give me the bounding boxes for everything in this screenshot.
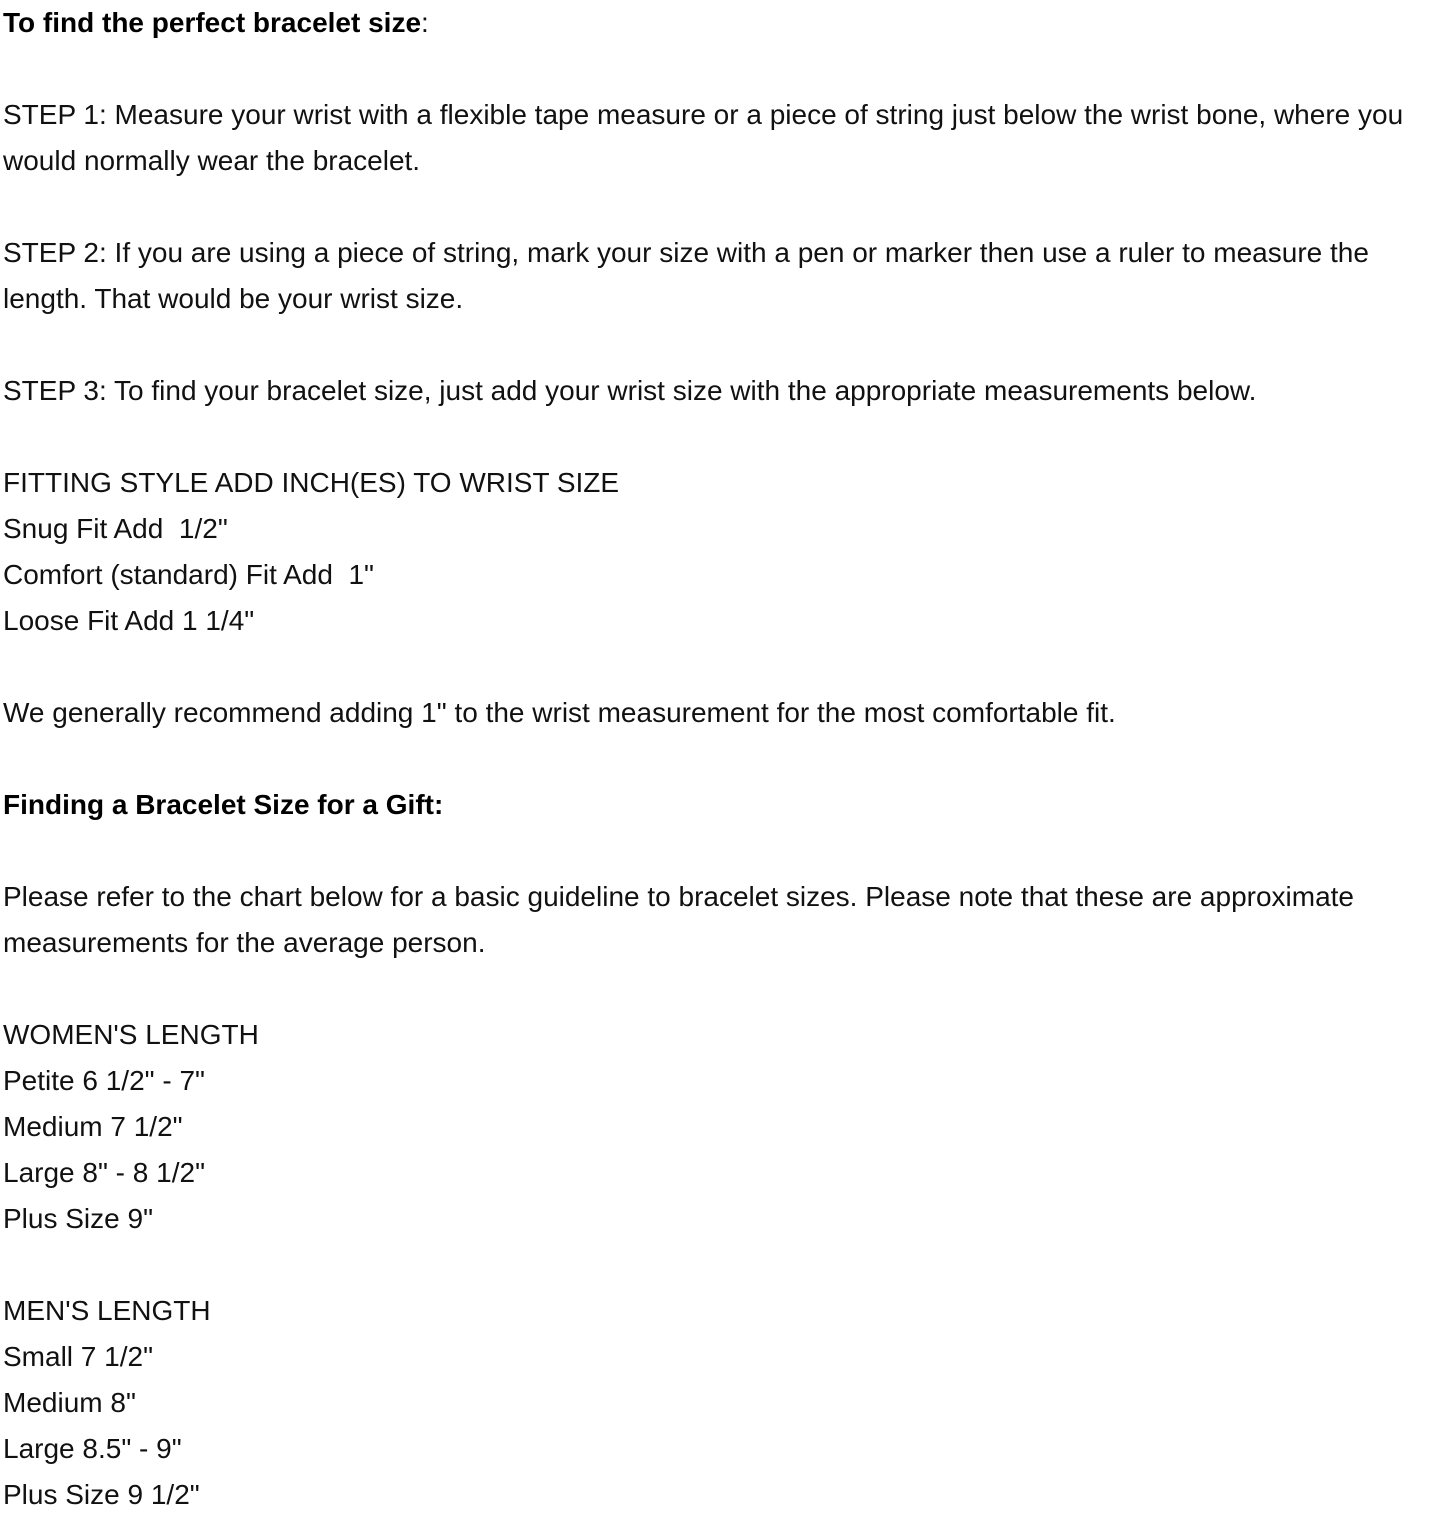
spacer [3,644,1453,690]
spacer [3,46,1453,92]
womens-length-header: WOMEN'S LENGTH [3,1019,259,1050]
fitting-row-loose: Loose Fit Add 1 1/4" [3,605,255,636]
spacer [3,736,1453,782]
step-3-text: STEP 3: To find your bracelet size, just add your wrist size with the appropriate measurements below. [3,375,1257,406]
spacer [3,322,1453,368]
intro-heading-line [3,0,1453,46]
intro-heading: To find the perfect bracelet size [3,7,422,38]
intro-heading-colon: : [421,7,429,38]
fitting-row-comfort: Comfort (standard) Fit Add 1" [3,559,374,590]
spacer [3,966,1453,1012]
step-1-text: STEP 1: Measure your wrist with a flexible tape measure or a piece of string just below the wrist bone, where you would normally wear the bracelet. [3,99,1404,176]
fitting-style-header: FITTING STYLE ADD INCH(ES) TO WRIST SIZE [3,467,620,498]
gift-note: Please refer to the chart below for a basic guideline to bracelet sizes. Please note that these are approximate measurements for the average person. [3,881,1354,958]
womens-row-petite: Petite 6 1/2" - 7" [3,1065,205,1096]
mens-row-medium: Medium 8" [3,1387,136,1418]
gift-heading: Finding a Bracelet Size for a Gift: [3,789,444,820]
spacer [3,1242,1453,1288]
womens-row-plus: Plus Size 9" [3,1203,154,1234]
fitting-row-snug: Snug Fit Add 1/2" [3,513,228,544]
mens-length-header: MEN'S LENGTH [3,1295,211,1326]
mens-row-plus: Plus Size 9 1/2" [3,1479,200,1510]
spacer [3,414,1453,460]
mens-row-large: Large 8.5" - 9" [3,1433,182,1464]
spacer [3,184,1453,230]
spacer [3,828,1453,874]
size-guide-document [3,0,1453,1518]
womens-row-medium: Medium 7 1/2" [3,1111,183,1142]
recommendation-text: We generally recommend adding 1" to the wrist measurement for the most comfortable fit. [3,697,1116,728]
womens-row-large: Large 8" - 8 1/2" [3,1157,206,1188]
mens-row-small: Small 7 1/2" [3,1341,154,1372]
step-2-text: STEP 2: If you are using a piece of string, mark your size with a pen or marker then use a ruler to measure the length. That would be your wrist size. [3,237,1369,314]
